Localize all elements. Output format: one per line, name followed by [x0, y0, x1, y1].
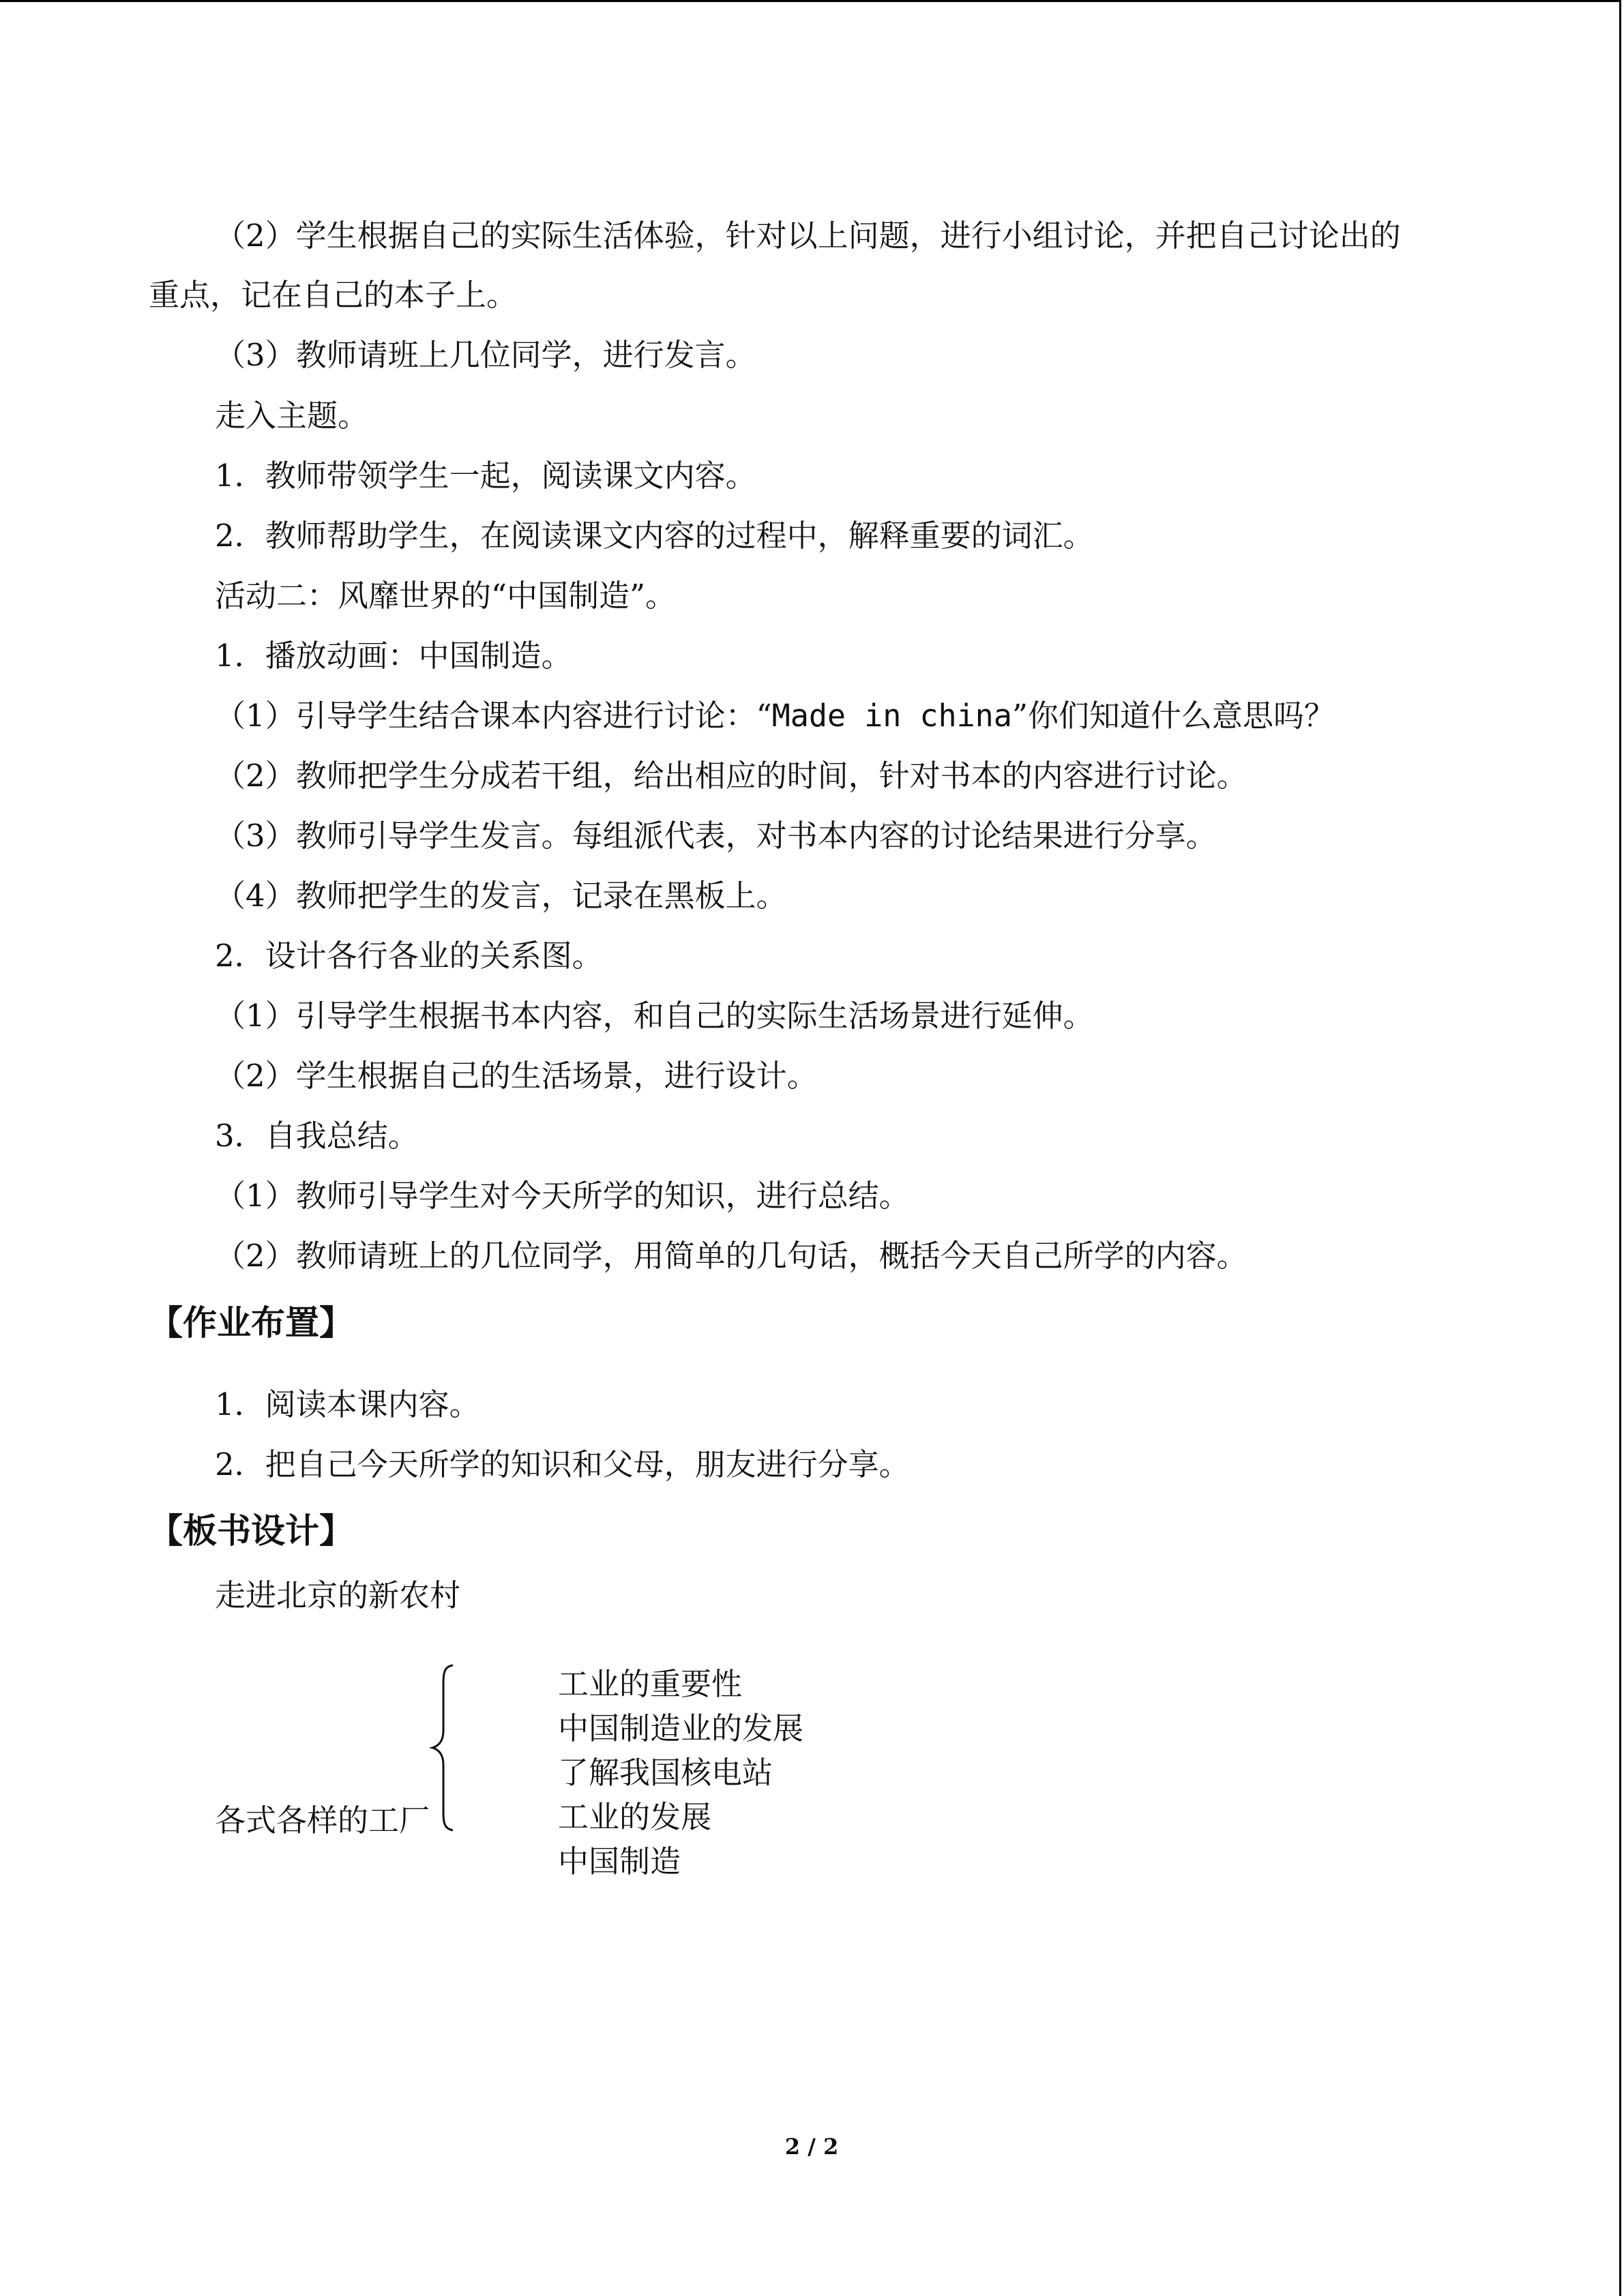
- body-line: （3）教师请班上几位同学，进行发言。: [215, 337, 756, 373]
- body-line: 2．设计各行各业的关系图。: [215, 938, 603, 974]
- body-line: （1）引导学生根据书本内容，和自己的实际生活场景进行延伸。: [215, 998, 1094, 1034]
- made-in-china-before: （1）引导学生结合课本内容进行讨论：“: [215, 698, 772, 734]
- body-line: （1）教师引导学生对今天所学的知识，进行总结。: [215, 1178, 910, 1214]
- homework-item: 1．阅读本课内容。: [215, 1386, 480, 1422]
- board-heading: 【板书设计】: [149, 1511, 353, 1551]
- body-line: 重点，记在自己的本子上。: [149, 277, 518, 313]
- board-item: 中国制造: [558, 1843, 681, 1879]
- board-left-label: 各式各样的工厂: [215, 1802, 430, 1838]
- body-line: 走入主题。: [215, 398, 369, 434]
- made-in-china-after: ”你们知道什么意思吗？: [1012, 698, 1335, 734]
- body-line: 活动二：风靡世界的“中国制造”。: [215, 578, 677, 614]
- board-item: 工业的发展: [558, 1799, 712, 1835]
- body-line: （2）学生根据自己的实际生活体验，针对以上问题，进行小组讨论，并把自己讨论出的: [215, 218, 1401, 254]
- body-line: （4）教师把学生的发言，记录在黑板上。: [215, 878, 787, 914]
- body-line: 1．教师带领学生一起，阅读课文内容。: [215, 458, 756, 494]
- body-line: （2）学生根据自己的生活场景，进行设计。: [215, 1058, 818, 1094]
- made-in-china-text: Made in china: [771, 698, 1012, 734]
- body-line: （2）教师把学生分成若干组，给出相应的时间，针对书本的内容进行讨论。: [215, 758, 1247, 794]
- curly-brace-icon: [428, 1663, 456, 1833]
- body-line: 2．教师帮助学生，在阅读课文内容的过程中，解释重要的词汇。: [215, 518, 1094, 554]
- page-number: 2 / 2: [784, 2134, 839, 2160]
- homework-item: 2．把自己今天所学的知识和父母，朋友进行分享。: [215, 1446, 910, 1482]
- body-line: （2）教师请班上的几位同学，用简单的几句话，概括今天自己所学的内容。: [215, 1238, 1247, 1274]
- board-title: 走进北京的新农村: [215, 1577, 461, 1613]
- body-line: （3）教师引导学生发言。每组派代表，对书本内容的讨论结果进行分享。: [215, 818, 1217, 854]
- board-item: 中国制造业的发展: [558, 1710, 804, 1746]
- board-item: 了解我国核电站: [558, 1755, 773, 1791]
- body-line: 1．播放动画：中国制造。: [215, 638, 572, 674]
- board-item: 工业的重要性: [558, 1666, 743, 1702]
- homework-heading: 【作业布置】: [149, 1303, 353, 1343]
- body-line: 3．自我总结。: [215, 1118, 419, 1154]
- made-in-china-line: [215, 696, 1335, 736]
